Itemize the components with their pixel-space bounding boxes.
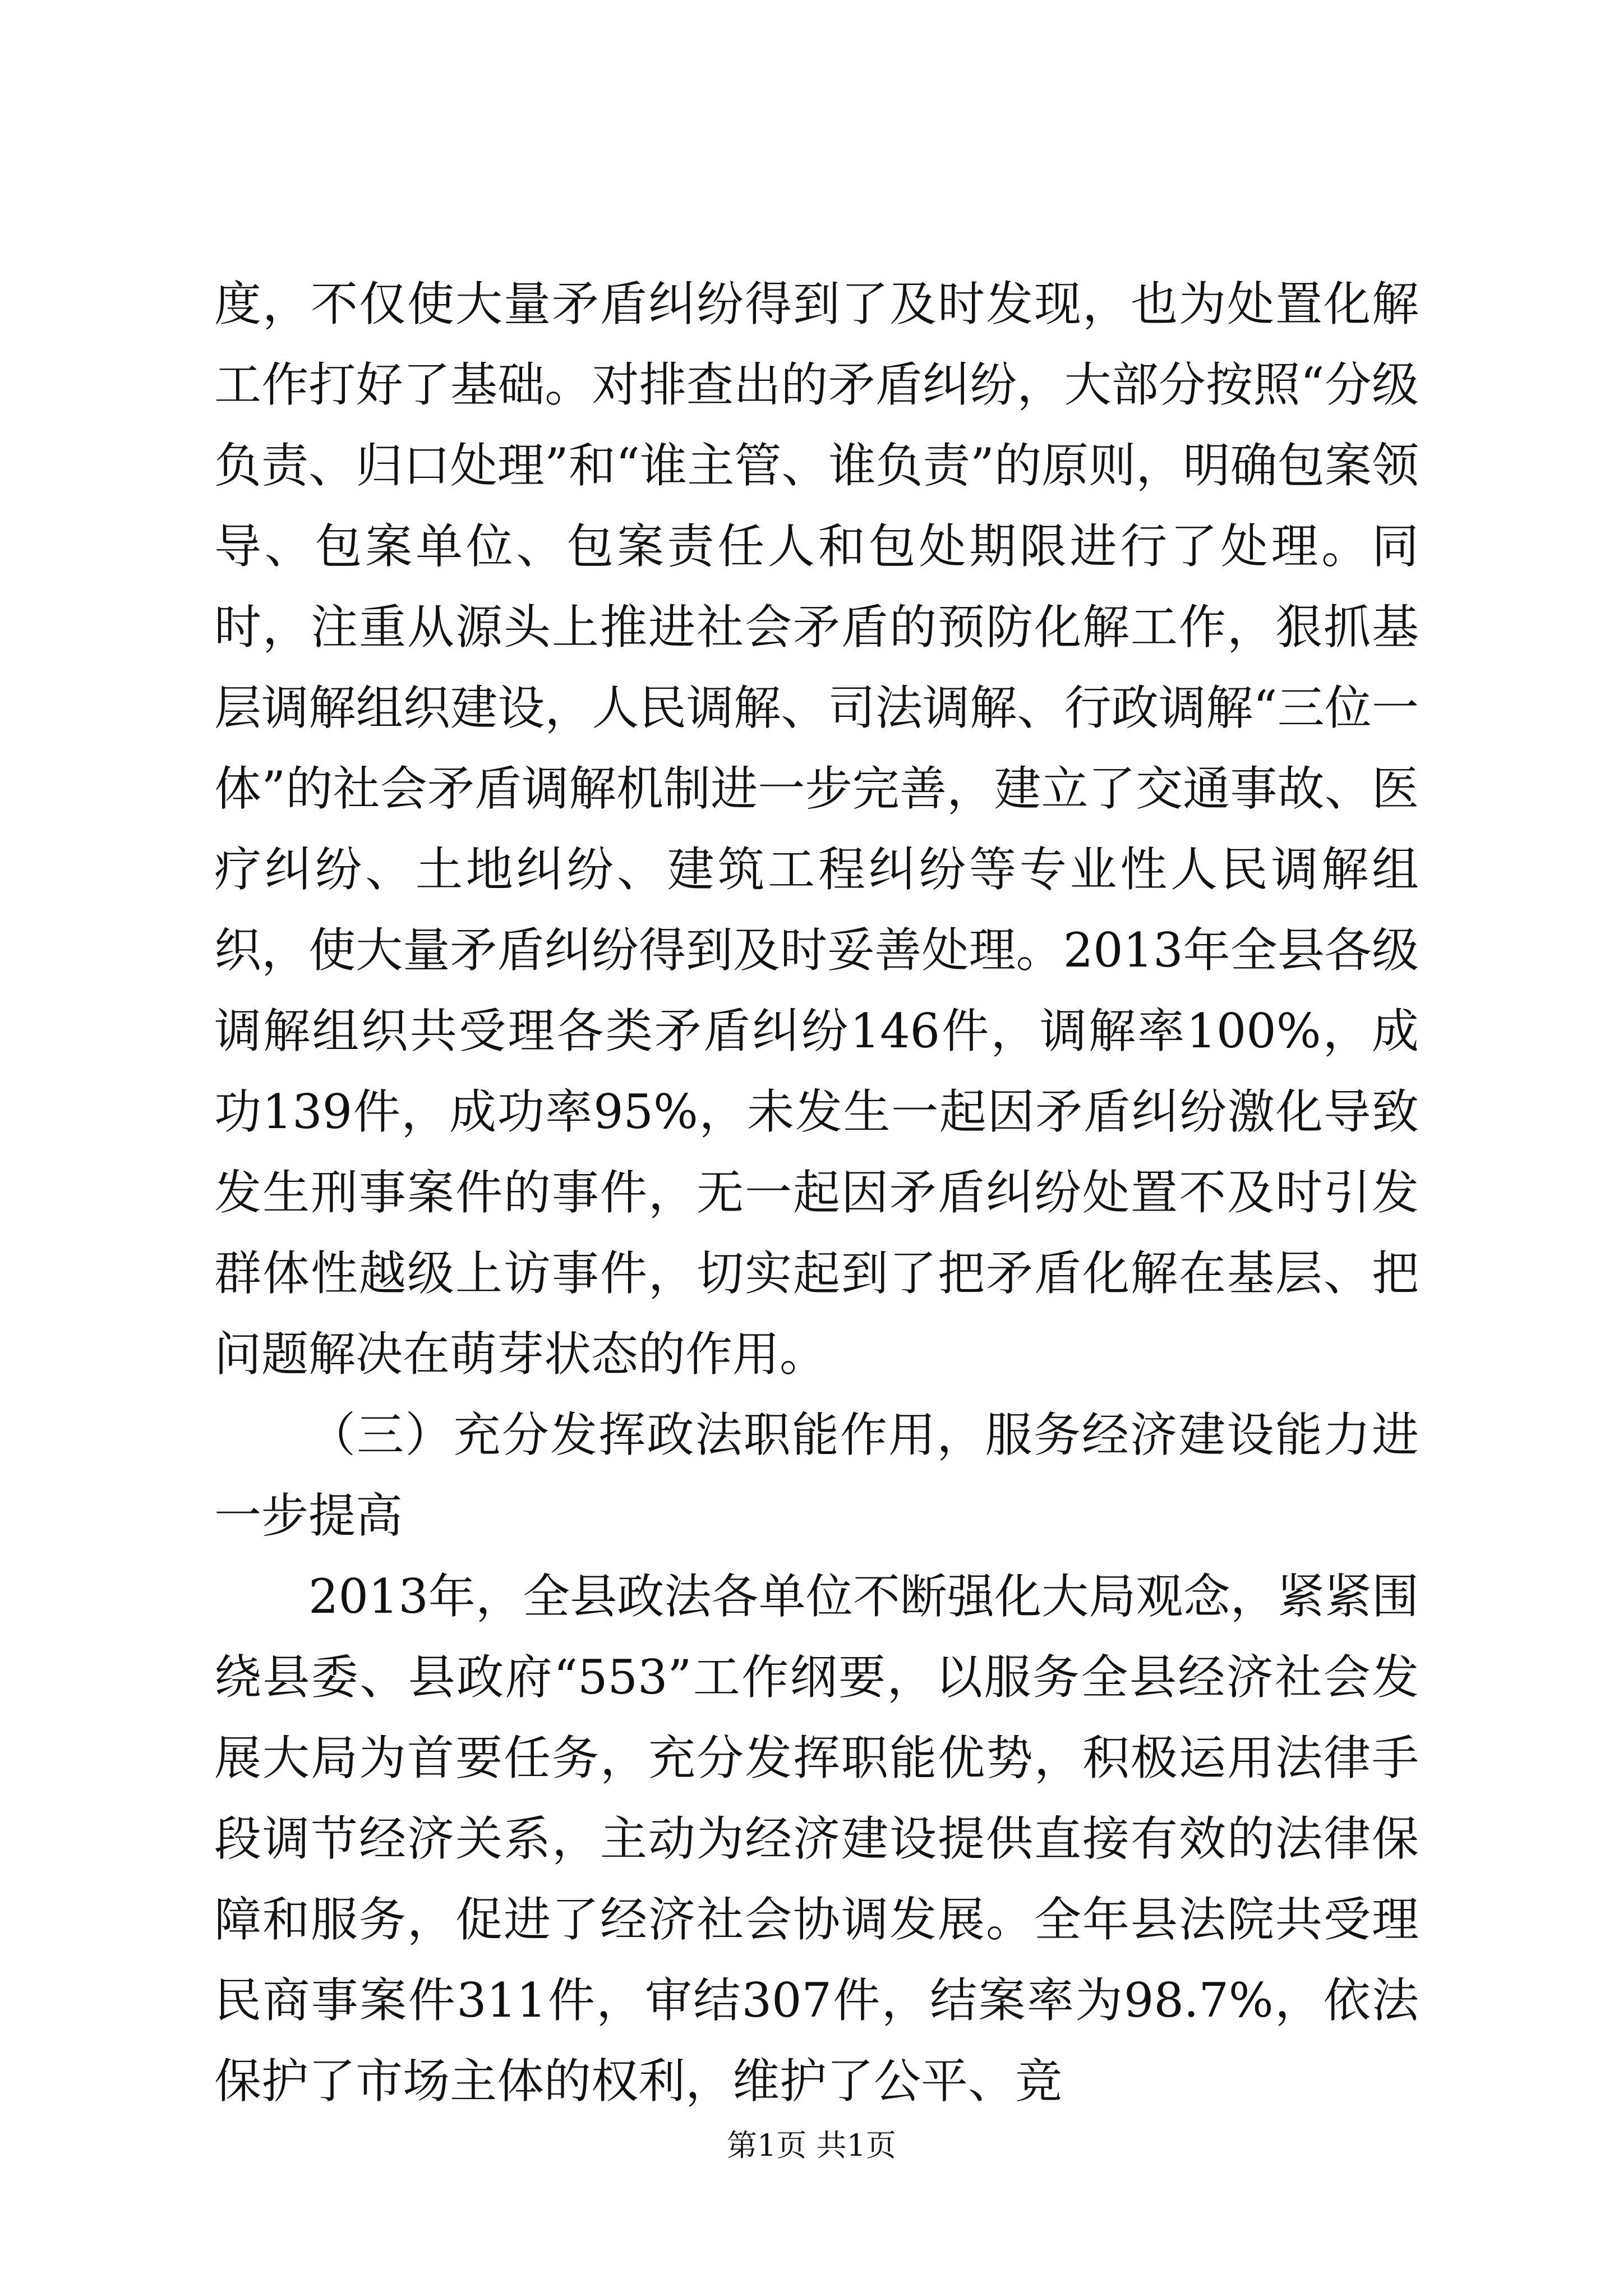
section-heading-3: （三）充分发挥政法职能作用，服务经济建设能力进一步提高 xyxy=(214,1407,1419,1543)
paragraph-2013-service: 2013年，全县政法各单位不断强化大局观念，紧紧围绕县委、县政府“553”工作纲要，以服务全县经济社会发展大局为首要任务，充分发挥职能优势，积极运用法律手段调节经济关系，主动为经济建设提供直接有效的法律保障和服务，促进了经济社会协调发展。全年县法院共受理民商事案件311件，审结307件，结案率为98.7%，依法保护了市场主体的权利，维护了公平、竞 xyxy=(214,1569,1419,2109)
paragraph-continuation: 度，不仅使大量矛盾纠纷得到了及时发现，也为处置化解工作打好了基础。对排查出的矛盾纠纷，大部分按照“分级负责、归口处理”和“谁主管、谁负责”的原则，明确包案领导、包案单位、包案责任人和包处期限进行了处理。同时，注重从源头上推进社会矛盾的预防化解工作，狠抓基层调解组织建设，人民调解、司法调解、行政调解“三位一体”的社会矛盾调解机制进一步完善，建立了交通事故、医疗纠纷、土地纠纷、建筑工程纠纷等专业性人民调解组织，使大量矛盾纠纷得到及时妥善处理。2013年全县各级调解组织共受理各类矛盾纠纷146件，调解率100%，成功139件，成功率95%，未发生一起因矛盾纠纷激化导致发生刑事案件的事件，无一起因矛盾纠纷处置不及时引发群体性越级上访事件，切实起到了把矛盾化解在基层、把问题解决在萌芽状态的作用。 xyxy=(214,277,1419,1382)
document-body xyxy=(214,264,1419,2122)
page-footer: 第1页 共1页 xyxy=(727,2128,896,2163)
